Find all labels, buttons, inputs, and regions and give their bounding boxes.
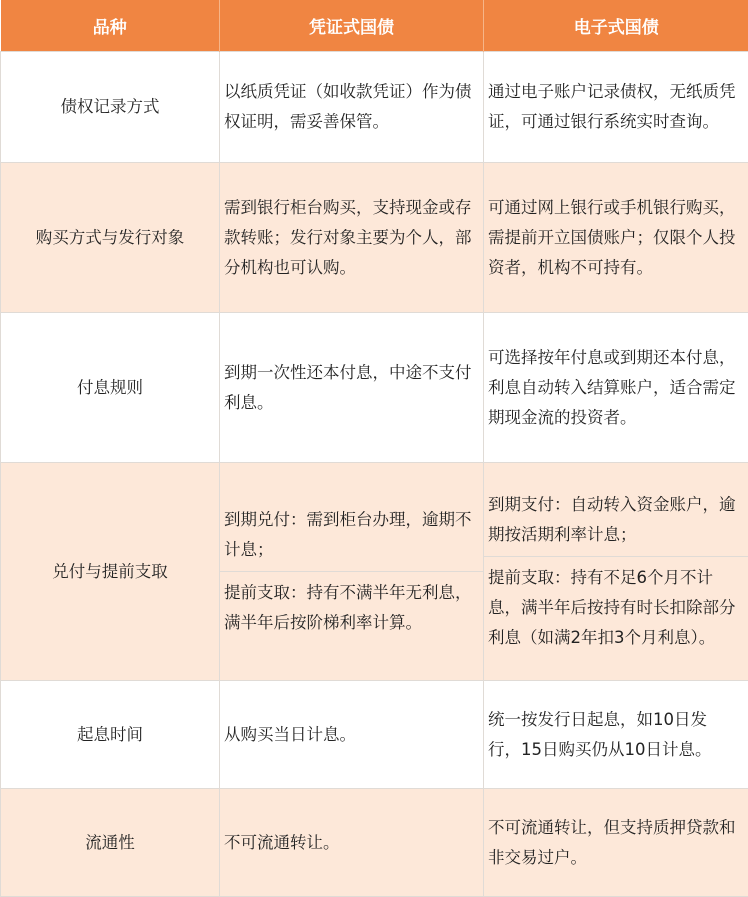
electronic-maturity-text: 到期支付：自动转入资金账户，逾期按活期利率计息； <box>484 484 748 556</box>
electronic-cell: 可通过网上银行或手机银行购买，需提前开立国债账户；仅限个人投资者，机构不可持有。 <box>484 163 748 313</box>
table-row <box>1 313 748 463</box>
header-row <box>1 0 748 52</box>
table-row <box>1 789 748 897</box>
table-row <box>1 52 748 163</box>
row-label: 兑付与提前支取 <box>1 463 220 681</box>
header-voucher-bond: 凭证式国债 <box>220 0 484 52</box>
row-label: 付息规则 <box>1 313 220 463</box>
voucher-cell: 需到银行柜台购买，支持现金或存款转账；发行对象主要为个人，部分机构也可认购。 <box>220 163 484 313</box>
header-electronic-bond: 电子式国债 <box>484 0 748 52</box>
voucher-cell: 从购买当日计息。 <box>220 681 484 789</box>
electronic-cell: 通过电子账户记录债权，无纸质凭证，可通过银行系统实时查询。 <box>484 52 748 163</box>
electronic-early-withdrawal-text: 提前支取：持有不足6个月不计息，满半年后按持有时长扣除部分利息（如满2年扣3个月利息）。 <box>484 556 748 659</box>
row-label: 流通性 <box>1 789 220 897</box>
voucher-cell <box>220 463 484 681</box>
voucher-maturity-text: 到期兑付：需到柜台办理，逾期不计息； <box>220 499 483 571</box>
electronic-cell: 不可流通转让，但支持质押贷款和非交易过户。 <box>484 789 748 897</box>
voucher-early-withdrawal-text: 提前支取：持有不满半年无利息，满半年后按阶梯利率计算。 <box>220 571 483 644</box>
voucher-cell: 不可流通转让。 <box>220 789 484 897</box>
voucher-cell: 以纸质凭证（如收款凭证）作为债权证明，需妥善保管。 <box>220 52 484 163</box>
row-label: 购买方式与发行对象 <box>1 163 220 313</box>
row-label: 债权记录方式 <box>1 52 220 163</box>
table-row <box>1 163 748 313</box>
electronic-cell <box>484 463 748 681</box>
header-variety: 品种 <box>1 0 220 52</box>
electronic-cell: 可选择按年付息或到期还本付息，利息自动转入结算账户，适合需定期现金流的投资者。 <box>484 313 748 463</box>
row-label: 起息时间 <box>1 681 220 789</box>
voucher-cell: 到期一次性还本付息，中途不支付利息。 <box>220 313 484 463</box>
table-row <box>1 463 748 681</box>
electronic-cell: 统一按发行日起息，如10日发行，15日购买仍从10日计息。 <box>484 681 748 789</box>
table-row <box>1 681 748 789</box>
